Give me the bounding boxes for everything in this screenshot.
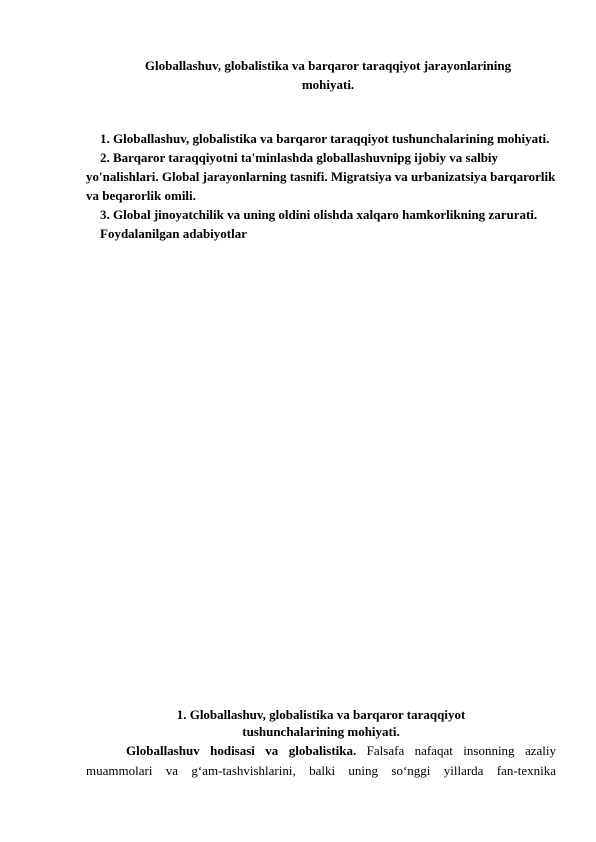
paragraph-text: Falsafa nafaqat insonning azaliy muammolari va g‘am-tashvishlarini, balki uning so‘nggi yillarda fan-texnika: [86, 743, 556, 778]
toc-item: 2. Barqaror taraqqiyotni ta'minlashda globallashuvnipg ijobiy va salbiy yo'nalishlari. Global jarayonlarning tasnifi. Migratsiya va urbanizatsiya barqarorlik va beqarorlik omili.: [86, 150, 556, 203]
paragraph-lead: Globallashuv hodisasi va globalistika.: [126, 743, 357, 758]
section-heading: [86, 706, 556, 740]
title-line-1: Globallashuv, globalistika va barqaror taraqqiyot jarayonlarining: [144, 58, 512, 73]
title-line-2: mohiyati.: [301, 77, 355, 92]
document-title: [60, 56, 596, 94]
body-paragraph: [86, 741, 556, 781]
toc-item: 3. Global jinoyatchilik va uning oldini olishda xalqaro hamkorlikning zarurati.: [100, 207, 538, 222]
toc-item: 1. Globallashuv, globalistika va barqaror taraqqiyot tushunchalarining mohiyati.: [100, 131, 550, 146]
section-heading-line-1: 1. Globallashuv, globalistika va barqaror taraqqiyot: [176, 707, 466, 722]
toc-item: Foydalanilgan adabiyotlar: [100, 226, 247, 241]
section-heading-line-2: tushunchalarining mohiyati.: [242, 724, 400, 739]
table-of-contents: [86, 129, 556, 243]
